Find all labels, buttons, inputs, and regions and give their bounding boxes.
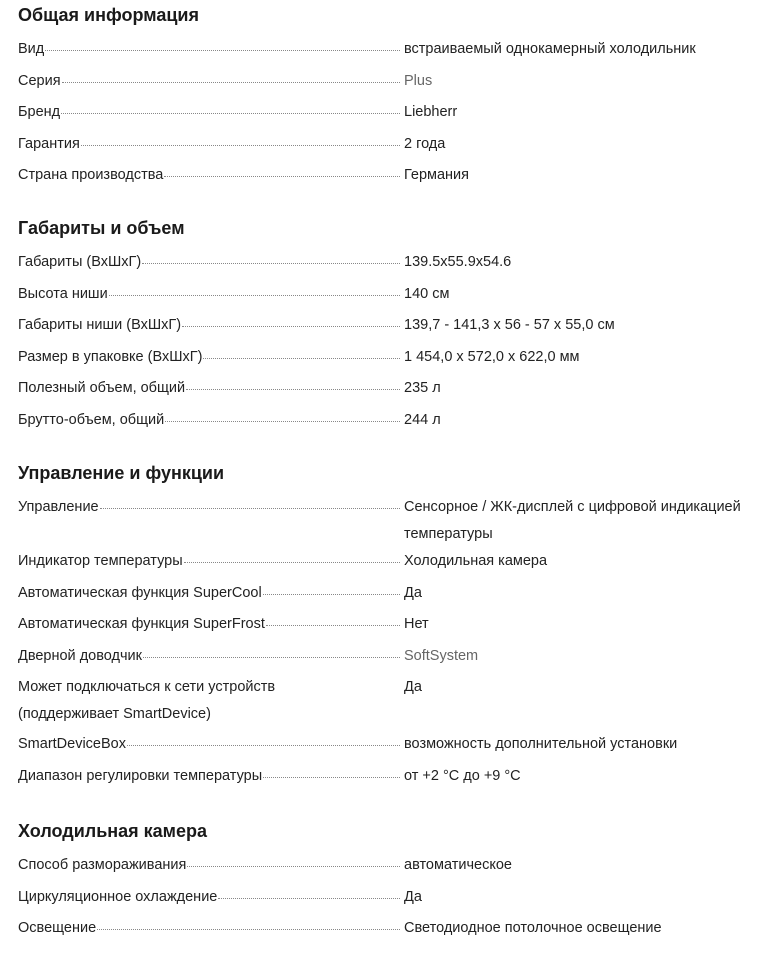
spec-value: от +2 °C до +9 °C bbox=[404, 767, 521, 784]
spec-row bbox=[18, 548, 768, 580]
dotted-leader bbox=[186, 389, 400, 390]
spec-value: 139.5x55.9x54.6 bbox=[404, 254, 512, 270]
spec-name: Управление bbox=[18, 494, 99, 521]
spec-name-cell bbox=[18, 674, 400, 728]
spec-name: Размер в упаковке (ВхШхГ) bbox=[18, 344, 202, 371]
spec-name: Бренд bbox=[18, 99, 60, 126]
spec-value-link[interactable]: SoftSystem bbox=[404, 647, 479, 664]
dotted-leader bbox=[97, 929, 400, 930]
dotted-leader bbox=[61, 113, 400, 114]
spec-value-link[interactable]: Plus bbox=[404, 72, 433, 89]
spec-name: Высота ниши bbox=[18, 281, 108, 308]
dotted-leader bbox=[62, 82, 400, 83]
spec-value: Германия bbox=[404, 167, 470, 183]
spec-name-cell bbox=[18, 731, 400, 758]
spec-name: Автоматическая функция SuperCool bbox=[18, 580, 262, 607]
spec-value: Да bbox=[404, 584, 422, 601]
spec-value: 139,7 - 141,3 x 56 - 57 x 55,0 см bbox=[404, 317, 615, 333]
spec-row bbox=[18, 281, 615, 313]
spec-row bbox=[18, 763, 768, 795]
spec-row bbox=[18, 375, 615, 407]
dotted-leader bbox=[143, 657, 400, 658]
spec-name-cell bbox=[18, 852, 400, 879]
dotted-leader bbox=[182, 326, 400, 327]
spec-row bbox=[18, 36, 696, 68]
section-title: Общая информация bbox=[18, 5, 199, 25]
section-fridge-compartment bbox=[18, 816, 662, 947]
spec-name: Серия bbox=[18, 68, 61, 95]
spec-value: Холодильная камера bbox=[404, 553, 548, 569]
spec-name-cell bbox=[18, 344, 400, 371]
spec-name: Гарантия bbox=[18, 131, 80, 158]
spec-name-cell bbox=[18, 375, 400, 402]
spec-value: Нет bbox=[404, 616, 429, 632]
spec-row bbox=[18, 99, 696, 131]
spec-row bbox=[18, 731, 768, 763]
dotted-leader bbox=[109, 295, 400, 296]
spec-row bbox=[18, 131, 696, 163]
spec-name: Вид bbox=[18, 36, 44, 63]
spec-row bbox=[18, 674, 768, 731]
spec-name: Дверной доводчик bbox=[18, 643, 142, 670]
spec-name: Брутто-объем, общий bbox=[18, 407, 164, 434]
spec-name-cell bbox=[18, 611, 400, 638]
spec-name-cell bbox=[18, 68, 400, 95]
spec-name-cell bbox=[18, 763, 400, 790]
spec-value: Да bbox=[404, 888, 422, 905]
spec-value: встраиваемый однокамерный холодильник bbox=[404, 41, 696, 57]
spec-name-cell bbox=[18, 312, 400, 339]
spec-value: 235 л bbox=[404, 380, 441, 396]
spec-name-cell bbox=[18, 249, 400, 276]
spec-row bbox=[18, 68, 696, 100]
spec-row bbox=[18, 494, 768, 548]
spec-name: Индикатор температуры bbox=[18, 548, 183, 575]
dotted-leader bbox=[45, 50, 400, 51]
spec-name-cell bbox=[18, 643, 400, 670]
spec-name-cell bbox=[18, 494, 400, 521]
spec-row bbox=[18, 407, 615, 439]
spec-row bbox=[18, 580, 768, 612]
spec-name-cell bbox=[18, 36, 400, 63]
section-controls-functions bbox=[18, 458, 768, 794]
dotted-leader bbox=[100, 508, 400, 509]
spec-name: Автоматическая функция SuperFrost bbox=[18, 611, 265, 638]
spec-name-cell bbox=[18, 131, 400, 158]
spec-name: Освещение bbox=[18, 915, 96, 942]
spec-name-cell bbox=[18, 548, 400, 575]
spec-list bbox=[18, 852, 662, 947]
spec-value: 140 см bbox=[404, 285, 450, 302]
spec-name: Способ размораживания bbox=[18, 852, 186, 879]
spec-row bbox=[18, 162, 696, 194]
dotted-leader bbox=[164, 176, 400, 177]
spec-value: возможность дополнительной установки bbox=[404, 736, 678, 752]
spec-name-cell bbox=[18, 99, 400, 126]
dotted-leader bbox=[218, 898, 400, 899]
spec-name: Может подключаться к сети устройств (поддерживает SmartDevice) bbox=[18, 674, 318, 728]
section-title: Холодильная камера bbox=[18, 821, 207, 841]
spec-name-cell bbox=[18, 162, 400, 189]
section-title: Габариты и объем bbox=[18, 218, 185, 238]
spec-row bbox=[18, 852, 662, 884]
spec-row bbox=[18, 312, 615, 344]
spec-name: SmartDeviceBox bbox=[18, 731, 126, 758]
dotted-leader bbox=[263, 777, 400, 778]
section-title: Управление и функции bbox=[18, 463, 225, 483]
spec-list bbox=[18, 249, 615, 438]
dotted-leader bbox=[142, 263, 400, 264]
spec-row bbox=[18, 884, 662, 916]
spec-name: Габариты ниши (ВхШхГ) bbox=[18, 312, 181, 339]
spec-row bbox=[18, 249, 615, 281]
spec-name: Страна производства bbox=[18, 162, 163, 189]
section-dimensions bbox=[18, 213, 615, 438]
spec-row bbox=[18, 915, 662, 947]
section-general-info bbox=[18, 0, 696, 194]
spec-value: Сенсорное / ЖК-дисплей с цифровой индикацией температуры bbox=[404, 499, 741, 542]
spec-name: Диапазон регулировки температуры bbox=[18, 763, 262, 790]
spec-list bbox=[18, 494, 768, 794]
dotted-leader bbox=[81, 145, 400, 146]
spec-name: Циркуляционное охлаждение bbox=[18, 884, 217, 911]
spec-name-cell bbox=[18, 884, 400, 911]
spec-name: Полезный объем, общий bbox=[18, 375, 185, 402]
spec-row bbox=[18, 611, 768, 643]
spec-name-cell bbox=[18, 915, 400, 942]
spec-value: 244 л bbox=[404, 411, 441, 428]
dotted-leader bbox=[187, 866, 400, 867]
spec-row bbox=[18, 643, 768, 675]
spec-value: автоматическое bbox=[404, 857, 512, 873]
dotted-leader bbox=[266, 625, 400, 626]
spec-value: Да bbox=[404, 679, 422, 695]
spec-row bbox=[18, 344, 615, 376]
dotted-leader bbox=[127, 745, 400, 746]
spec-name-cell bbox=[18, 580, 400, 607]
spec-value: Liebherr bbox=[404, 104, 458, 120]
spec-name-cell bbox=[18, 407, 400, 434]
dotted-leader bbox=[203, 358, 400, 359]
dotted-leader bbox=[165, 421, 400, 422]
spec-name: Габариты (ВхШхГ) bbox=[18, 249, 141, 276]
spec-value: 2 года bbox=[404, 135, 446, 152]
dotted-leader bbox=[263, 594, 400, 595]
spec-value: 1 454,0 x 572,0 x 622,0 мм bbox=[404, 348, 580, 365]
spec-name-cell bbox=[18, 281, 400, 308]
dotted-leader bbox=[184, 562, 400, 563]
spec-list bbox=[18, 36, 696, 194]
spec-value: Светодиодное потолочное освещение bbox=[404, 920, 662, 936]
